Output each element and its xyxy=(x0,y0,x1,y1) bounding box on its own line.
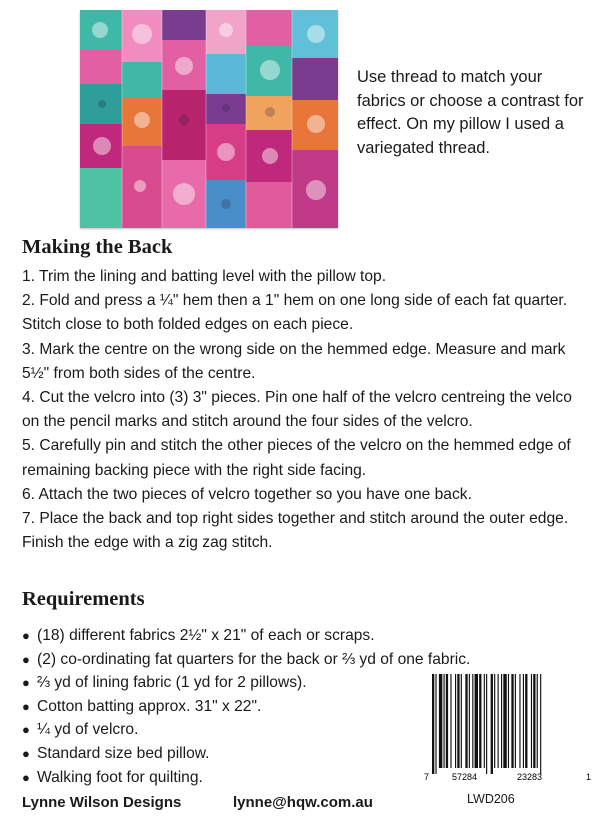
making-back-heading: Making the Back xyxy=(22,236,173,258)
requirement-text: Walking foot for quilting. xyxy=(37,768,203,786)
bullet-icon: ● xyxy=(22,769,30,785)
step-item: 5. Carefully pin and stitch the other pieces of the velcro on the hemmed edge of remaining backing piece with the right side facing. xyxy=(22,437,571,479)
barcode-bar xyxy=(435,674,436,774)
barcode-graphic xyxy=(422,674,594,784)
barcode-bar xyxy=(537,674,538,768)
barcode-bar xyxy=(525,674,527,768)
barcode-bar xyxy=(432,674,434,774)
barcode-bar xyxy=(472,674,473,768)
barcode-bar xyxy=(479,674,481,768)
bullet-icon: ● xyxy=(22,722,30,738)
barcode-bar xyxy=(515,674,516,768)
barcode-bar xyxy=(503,674,506,768)
barcode-bar xyxy=(523,674,524,768)
bullet-icon: ● xyxy=(22,651,30,667)
making-back-steps xyxy=(22,265,592,555)
barcode-digit-lead: 7 xyxy=(424,772,430,782)
requirements-heading: Requirements xyxy=(22,588,145,610)
step-item: 6. Attach the two pieces of velcro together so you have one back. xyxy=(22,485,472,503)
designer-name: Lynne Wilson Designs xyxy=(22,794,182,811)
designer-email: lynne@hqw.com.au xyxy=(233,794,373,811)
requirement-text: Cotton batting approx. 31" x 22". xyxy=(37,697,262,715)
barcode-bar xyxy=(486,674,487,774)
requirement-item xyxy=(22,648,592,672)
barcode-bar xyxy=(450,674,451,768)
step-item: 3. Mark the centre on the wrong side on the hemmed edge. Measure and mark 5½" from both sides of the centre. xyxy=(22,340,566,382)
barcode-bar xyxy=(461,674,462,768)
thread-note: Use thread to match your fabrics or choose a contrast for effect. On my pillow I used a variegated thread. xyxy=(357,68,584,158)
barcode-bar xyxy=(484,674,485,768)
barcode-digits-right: 23283 xyxy=(517,772,543,782)
bullet-icon: ● xyxy=(22,745,30,761)
barcode-bar xyxy=(519,674,520,768)
requirement-text: ⅔ yd of lining fabric (1 yd for 2 pillows). xyxy=(37,674,307,692)
step-item: 2. Fold and press a ¼" hem then a 1" hem on one long side of each fat quarter. Stitch close to both folded edges on each piece. xyxy=(22,292,568,334)
requirement-text: Standard size bed pillow. xyxy=(37,744,210,762)
barcode-digit-check: 1 xyxy=(586,772,592,782)
step-item: 4. Cut the velcro into (3) 3" pieces. Pin one half of the velcro centreing the velco on the pencil marks and stitch around the four sides of the velcro. xyxy=(22,389,572,431)
barcode-bar xyxy=(455,674,456,768)
step-item: 1. Trim the lining and batting level with the pillow top. xyxy=(22,268,387,285)
barcode-bar xyxy=(491,674,493,774)
barcode-bar xyxy=(494,674,495,768)
barcode-bar xyxy=(501,674,502,768)
barcode-bar xyxy=(444,674,445,768)
bullet-icon: ● xyxy=(22,628,30,643)
barcode-bar xyxy=(439,674,442,768)
bullet-icon: ● xyxy=(22,698,30,714)
barcode-bar xyxy=(511,674,513,768)
barcode-bar xyxy=(446,674,448,768)
barcode-bar xyxy=(498,674,499,768)
quilt-pillow-photo xyxy=(80,10,338,228)
step-item: 7. Place the back and top right sides together and stitch around the outer edge. Finish the edge with a zig zag stitch. xyxy=(22,510,569,552)
patchwork-image xyxy=(80,10,338,228)
barcode-bar xyxy=(469,674,470,768)
requirement-item xyxy=(22,624,592,648)
barcode-bar xyxy=(508,674,509,768)
barcode-icon xyxy=(422,674,594,784)
requirement-text: ¼ yd of velcro. xyxy=(37,721,139,739)
bullet-icon: ● xyxy=(22,675,30,691)
barcode-bar xyxy=(465,674,467,768)
requirement-text: (2) co-ordinating fat quarters for the back or ⅔ yd of one fabric. xyxy=(37,650,471,668)
barcode-digits-left: 57284 xyxy=(452,772,478,782)
barcode-bar xyxy=(533,674,535,768)
product-code: LWD206 xyxy=(467,792,515,806)
barcode-bar xyxy=(475,674,478,768)
requirement-text: (18) different fabrics 2½" x 21" of each or scraps. xyxy=(37,627,375,644)
barcode-bar xyxy=(457,674,459,768)
barcode-bar xyxy=(531,674,532,768)
barcode-bar xyxy=(540,674,541,774)
